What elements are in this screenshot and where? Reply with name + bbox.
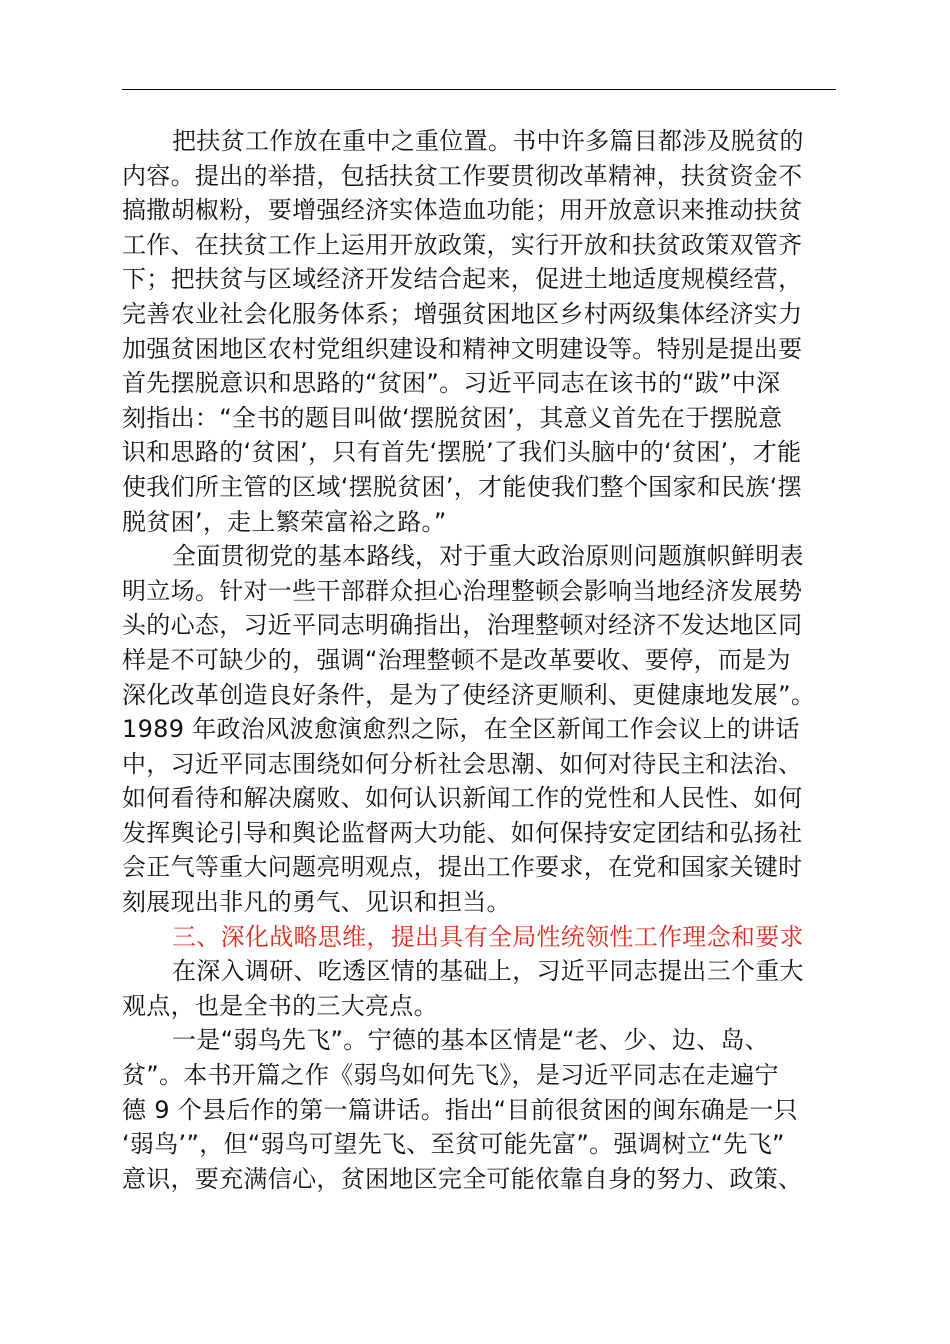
text-line: 贫”。本书开篇之作《弱鸟如何先飞》，是习近平同志在走遍宁 [122,1061,779,1090]
text-line: 深化改革创造良好条件，是为了使经济更顺利、更健康地发展”。 [122,680,816,709]
text-line: 下；把扶贫与区域经济开发结合起来，促进土地适度规模经营， [122,265,803,294]
text-line: 1989 年政治风波愈演愈烈之际，在全区新闻工作会议上的讲话 [122,715,800,744]
text-line: 刻指出：“全书的题目叫做‘摆脱贫困’，其意义首先在于摆脱意 [122,403,783,432]
text-line: 在深入调研、吃透区情的基础上，习近平同志提出三个重大 [172,957,804,986]
text-line: 明立场。针对一些干部群众担心治理整顿会影响当地经济发展势 [122,576,803,605]
text-line: 脱贫困’，走上繁荣富裕之路。” [122,507,447,536]
text-line: 全面贯彻党的基本路线，对于重大政治原则问题旗帜鲜明表 [172,542,804,571]
document-body [122,124,840,1196]
header-rule [122,89,836,90]
text-line: 头的心态，习近平同志明确指出，治理整顿对经济不发达地区同 [122,611,803,640]
text-line: 意识，要充满信心，贫困地区完全可能依靠自身的努力、政策、 [122,1164,803,1193]
text-line: 会正气等重大问题亮明观点，提出工作要求，在党和国家关键时 [122,853,803,882]
section-heading: 三、深化战略思维，提出具有全局性统领性工作理念和要求 [172,922,804,951]
text-line: 如何看待和解决腐败、如何认识新闻工作的党性和人民性、如何 [122,784,803,813]
text-line: 观点，也是全书的三大亮点。 [122,991,438,1020]
text-line: 德 9 个县后作的第一篇讲话。指出“目前很贫困的闽东确是一只 [122,1095,798,1124]
text-line: 发挥舆论引导和舆论监督两大功能、如何保持安定团结和弘扬社 [122,818,803,847]
text-line: 把扶贫工作放在重中之重位置。书中许多篇目都涉及脱贫的 [172,127,804,155]
text-line: 样是不可缺少的，强调“治理整顿不是改革要收、要停，而是为 [122,645,791,674]
text-line: 完善农业社会化服务体系；增强贫困地区乡村两级集体经济实力 [122,299,803,328]
text-line: ‘弱鸟’”，但“弱鸟可望先飞、至贫可能先富”。强调树立“先飞” [122,1130,785,1159]
text-line: 工作、在扶贫工作上运用开放政策，实行开放和扶贫政策双管齐 [122,230,803,259]
text-line: 搞撒胡椒粉，要增强经济实体造血功能；用开放意识来推动扶贫 [122,196,803,225]
text-line: 中，习近平同志围绕如何分析社会思潮、如何对待民主和法治、 [122,749,803,778]
text-line: 加强贫困地区农村党组织建设和精神文明建设等。特别是提出要 [122,334,803,363]
text-line: 一是“弱鸟先飞”。宁德的基本区情是“老、少、边、岛、 [172,1026,770,1055]
text-line: 首先摆脱意识和思路的“贫困”。习近平同志在该书的“跋”中深 [122,369,781,398]
text-line: 识和思路的‘贫困’，只有首先‘摆脱’了我们头脑中的‘贫困’，才能 [122,438,802,467]
text-line: 使我们所主管的区域‘摆脱贫困’，才能使我们整个国家和民族‘摆 [122,472,802,501]
text-line: 刻展现出非凡的勇气、见识和担当。 [122,888,511,917]
text-line: 内容。提出的举措，包括扶贫工作要贯彻改革精神，扶贫资金不 [122,161,803,190]
